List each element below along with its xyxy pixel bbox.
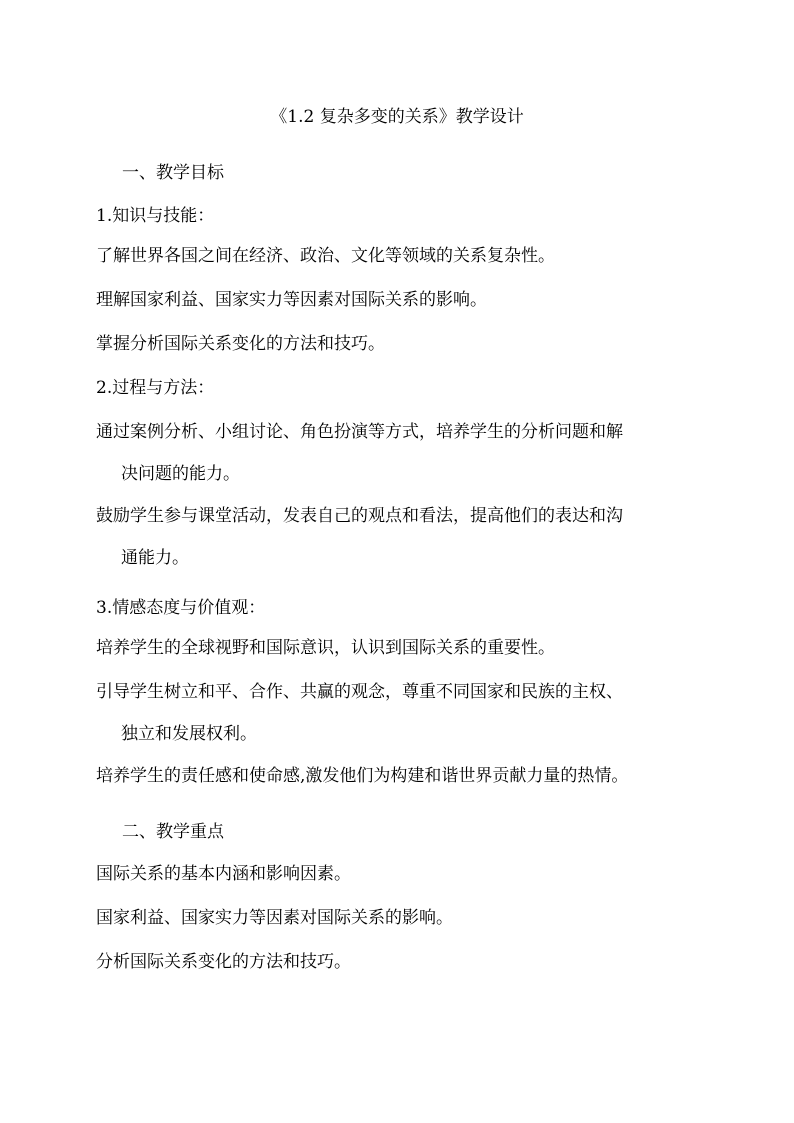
paragraph: 国际关系的基本内涵和影响因素。 [96,864,351,884]
document-title: 《1.2 复杂多变的关系》教学设计 [270,107,524,127]
subheading-knowledge-skills: 1.知识与技能： [96,206,215,226]
subheading-emotion-values: 3.情感态度与价值观： [96,598,266,618]
paragraph-continuation: 独立和发展权利。 [121,724,257,744]
paragraph: 分析国际关系变化的方法和技巧。 [96,952,351,972]
paragraph: 掌握分析国际关系变化的方法和技巧。 [96,334,385,354]
paragraph-continuation: 决问题的能力。 [121,464,240,484]
paragraph-line: 通过案例分析、小组讨论、角色扮演等方式，培养学生的分析问题和解 [96,422,623,442]
section-heading-key-points: 二、教学重点 [122,822,224,842]
paragraph: 了解世界各国之间在经济、政治、文化等领域的关系复杂性。 [96,246,555,266]
paragraph: 培养学生的全球视野和国际意识，认识到国际关系的重要性。 [96,638,555,658]
paragraph: 培养学生的责任感和使命感,激发他们为构建和谐世界贡献力量的热情。 [96,766,629,786]
subheading-process-methods: 2.过程与方法： [96,378,215,398]
paragraph-line: 引导学生树立和平、合作、共赢的观念，尊重不同国家和民族的主权、 [96,682,623,702]
paragraph: 理解国家利益、国家实力等因素对国际关系的影响。 [96,290,487,310]
section-heading-objectives: 一、教学目标 [122,163,224,183]
paragraph-continuation: 通能力。 [121,548,189,568]
paragraph: 国家利益、国家实力等因素对国际关系的影响。 [96,908,453,928]
paragraph-line: 鼓励学生参与课堂活动，发表自己的观点和看法，提高他们的表达和沟 [96,506,623,526]
